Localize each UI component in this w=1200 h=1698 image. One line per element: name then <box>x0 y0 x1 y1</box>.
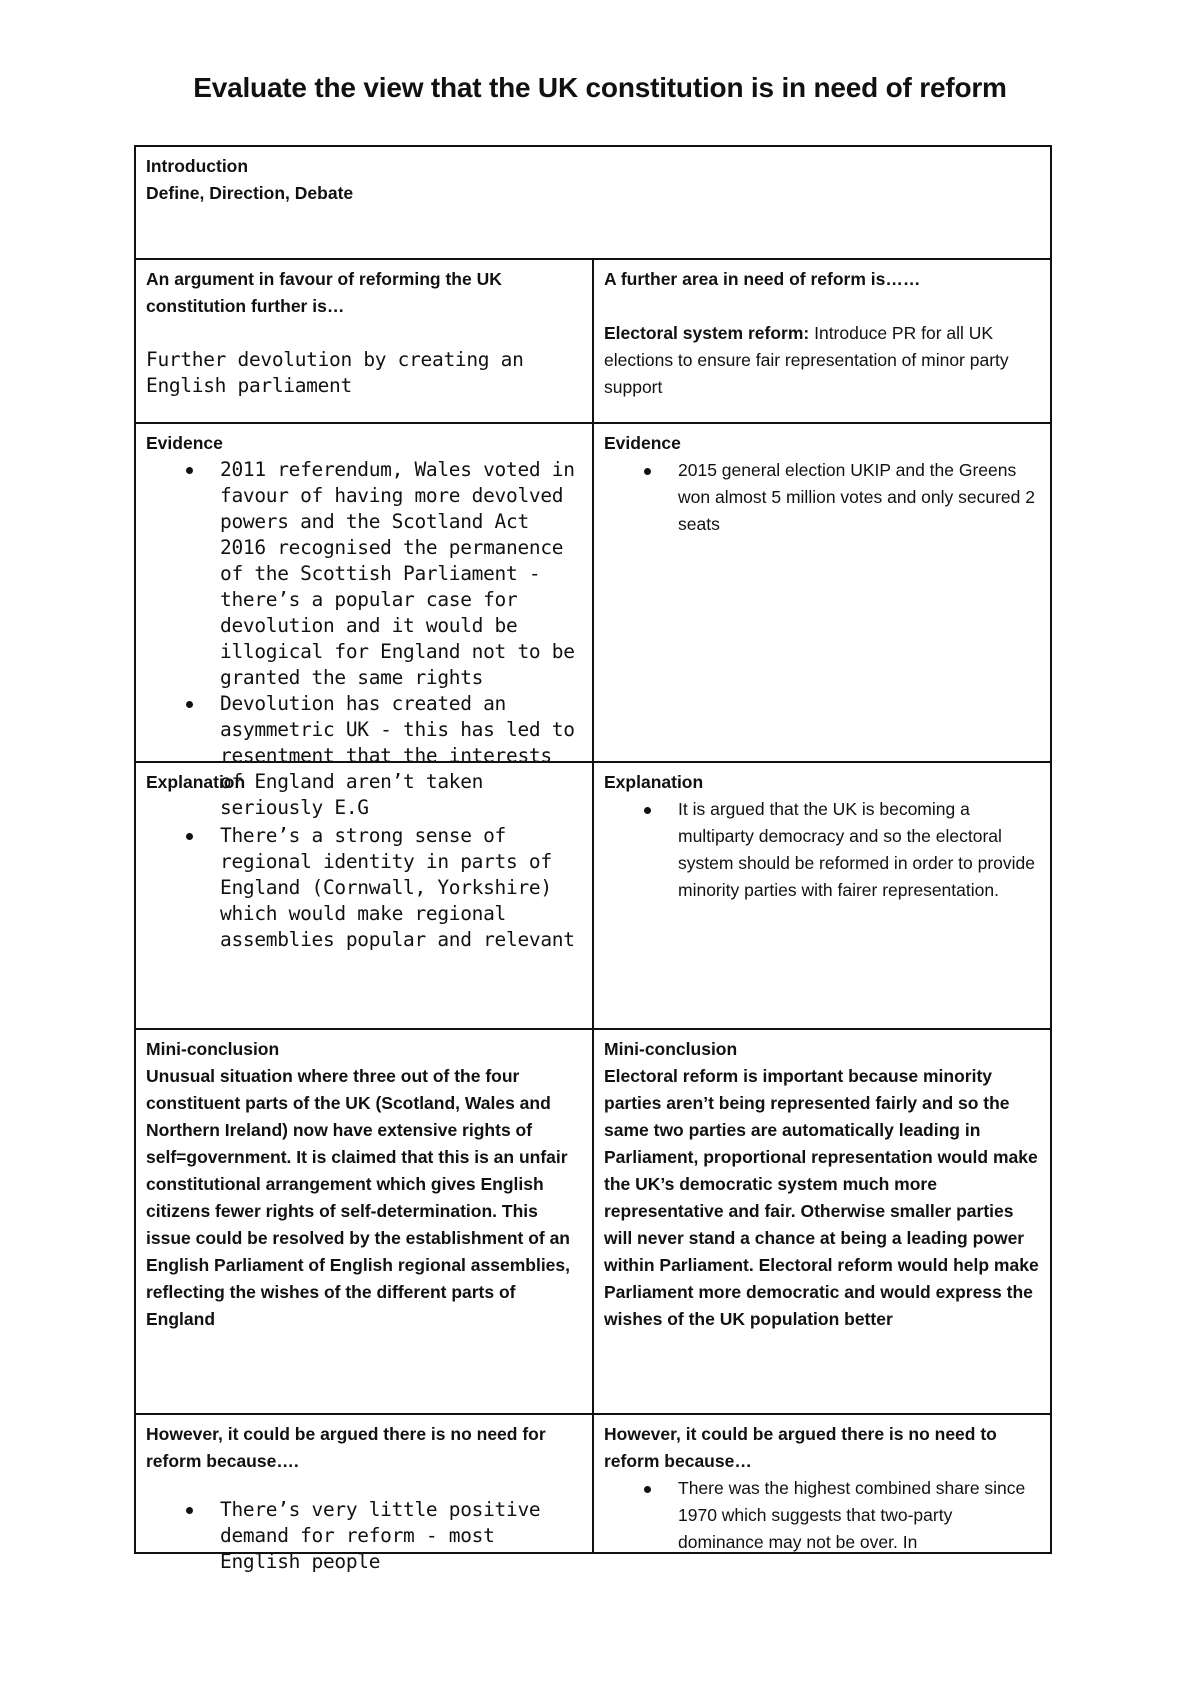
list-item: 2011 referendum, Wales voted in favour of having more devolved powers and the Scotland Act 2016 recognised the permanence of the Scottish Parliament - there’s a popular case for devolution and it would be illogical for England not to be granted the same rights <box>146 457 582 691</box>
counter-right-cell <box>593 1414 1051 1553</box>
bullet-icon <box>186 833 193 840</box>
bullet-icon <box>644 1486 651 1493</box>
argument-right-heading: A further area in need of reform is…… <box>604 269 921 289</box>
explanation-right-cell <box>593 762 1051 1029</box>
evidence-right-cell <box>593 423 1051 762</box>
argument-left-heading: An argument in favour of reforming the UK constitution further is… <box>146 269 502 316</box>
list-item: There was the highest combined share since 1970 which suggests that two-party dominance may not be over. In <box>604 1475 1040 1556</box>
explanation-right-heading: Explanation <box>604 772 704 792</box>
argument-row <box>135 259 1051 423</box>
argument-left-cell <box>135 259 593 423</box>
bullet-icon <box>644 807 651 814</box>
list-item: Devolution has created an asymmetric UK - this has led to resentment that the interests of England aren’t taken seriously E.G <box>146 691 582 821</box>
evidence-right-heading: Evidence <box>604 433 681 453</box>
bullet-icon <box>644 468 651 475</box>
list-item: 2015 general election UKIP and the Greens won almost 5 million votes and only secured 2 seats <box>604 457 1040 538</box>
mini-conclusion-right-body: Electoral reform is important because minority parties aren’t being represented fairly and so the same two parties are automatically leading in Parliament, proportional representation would make the UK’s democratic system much more representative and fair. Otherwise smaller parties will never stand a chance at being a leading power within Parliament. Electoral reform would help make Parliament more democratic and would express the wishes of the UK population better <box>604 1066 1039 1329</box>
evidence-row <box>135 423 1051 762</box>
counter-right-list <box>604 1475 1040 1556</box>
argument-right-text <box>604 320 1040 401</box>
mini-conclusion-right-cell <box>593 1029 1051 1414</box>
argument-right-cell <box>593 259 1051 423</box>
mini-conclusion-left-body: Unusual situation where three out of the four constituent parts of the UK (Scotland, Wales and Northern Ireland) now have extensive rights of self=government. It is claimed that this is an unfair constitutional arrangement which gives English citizens fewer rights of self-determination. This issue could be resolved by the establishment of an English Parliament of English regional assemblies, reflecting the wishes of the different parts of England <box>146 1066 571 1329</box>
mini-conclusion-left-heading: Mini-conclusion <box>146 1039 280 1059</box>
argument-left-body: Further devolution by creating an English parliament <box>146 348 524 397</box>
list-item: There’s very little positive demand for reform - most English people <box>146 1497 582 1575</box>
intro-cell <box>135 146 1051 259</box>
list-item: It is argued that the UK is becoming a multiparty democracy and so the electoral system should be reformed in order to provide minority parties with fairer representation. <box>604 796 1040 904</box>
intro-row <box>135 146 1051 259</box>
argument-right-label: Electoral system reform: <box>604 323 810 343</box>
bullet-icon <box>186 701 193 708</box>
counter-right-heading: However, it could be argued there is no need to reform because… <box>604 1424 997 1471</box>
counter-left-list <box>146 1497 582 1575</box>
evidence-right-list <box>604 457 1040 538</box>
mini-conclusion-row <box>135 1029 1051 1414</box>
essay-plan-table <box>134 145 1052 1573</box>
bullet-icon <box>186 467 193 474</box>
explanation-right-list <box>604 796 1040 904</box>
explanation-left-heading: Explanation <box>146 772 246 792</box>
intro-subheading: Define, Direction, Debate <box>146 183 354 203</box>
argument-right-body: Introduce PR for all UK elections to ensure fair representation of minor party support <box>604 323 1009 397</box>
bullet-icon <box>186 1507 193 1514</box>
evidence-left-heading: Evidence <box>146 433 223 453</box>
counter-left-heading: However, it could be argued there is no need for reform because…. <box>146 1424 546 1471</box>
counter-left-cell <box>135 1414 593 1573</box>
page-title: Evaluate the view that the UK constitution is in need of reform <box>193 72 1007 103</box>
explanation-left-list <box>146 823 582 953</box>
mini-conclusion-right-heading: Mini-conclusion <box>604 1039 738 1059</box>
list-item: There’s a strong sense of regional identity in parts of England (Cornwall, Yorkshire) which would make regional assemblies popular and relevant <box>146 823 582 953</box>
intro-heading: Introduction <box>146 156 249 176</box>
counter-row <box>135 1414 1051 1553</box>
evidence-left-list <box>146 457 582 821</box>
mini-conclusion-left-cell <box>135 1029 593 1414</box>
